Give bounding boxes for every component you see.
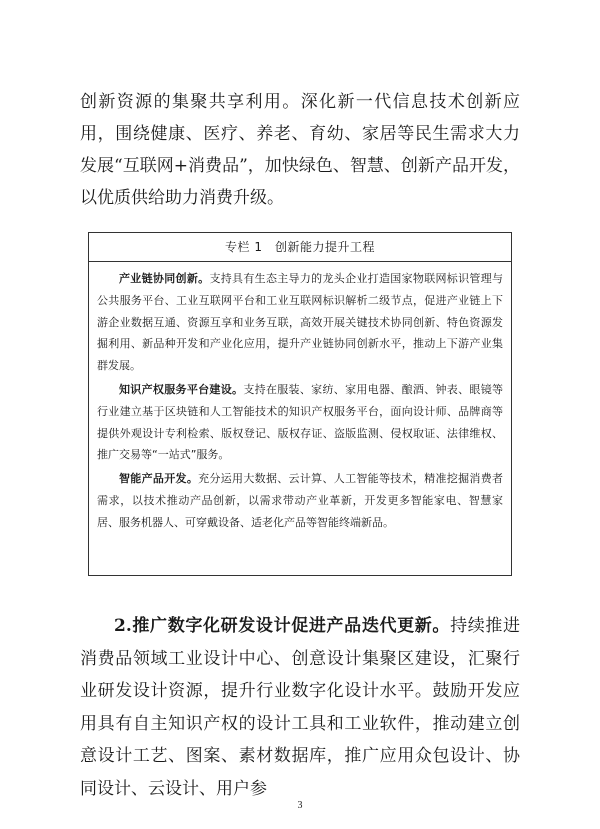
- section-heading: 2.推广数字化研发设计促进产品迭代更新。: [114, 616, 451, 636]
- box-item-smart-products: [97, 468, 503, 533]
- box-item-text: 充分运用大数据、云计算、人工智能等技术，精准挖掘消费者需求，以技术推动产品创新，以需求带动产业革新，开发更多智能家电、智慧家居、服务机器人、可穿戴设备、适老化产品等智能终端新品。: [97, 472, 504, 529]
- intro-paragraph: 创新资源的集聚共享利用。深化新一代信息技术创新应用，围绕健康、医疗、养老、育幼、家居等民生需求大力发展“互联网+消费品”，加快绿色、智慧、创新产品开发，以优质供给助力消费升级。: [80, 92, 520, 208]
- feature-box: [88, 232, 512, 576]
- box-item-lead: 智能产品开发。: [119, 472, 199, 486]
- box-item-lead: 产业链协同创新。: [119, 272, 210, 285]
- box-item-text: 支持在服装、家纺、家用电器、酿酒、钟表、眼镜等行业建立基于区块链和人工智能技术的知识产权服务平台，面向设计师、品牌商等提供外观设计专利检索、版权登记、版权存证、盗版监测、侵权取证、法律维权、推广交易等“一站式”服务。: [97, 382, 504, 462]
- section-text: 持续推进消费品领域工业设计中心、创意设计集聚区建设，汇聚行业研发设计资源，提升行业数字化设计水平。鼓励开发应用具有自主知识产权的设计工具和工业软件，推动建立创意设计工艺、图案、素材数据库，推广应用众包设计、协同设计、云设计、用户参: [80, 616, 521, 799]
- section-paragraph: [80, 610, 520, 805]
- feature-box-body: [89, 262, 511, 534]
- box-item-text: 支持具有生态主导力的龙头企业打造国家物联网标识管理与公共服务平台、工业互联网平台和工业互联网标识解析二级节点，促进产业链上下游企业数据互通、资源互享和业务互联，高效开展关键技术协同创新、特色资源发掘利用、新品种开发和产业化应用，提升产业链协同创新水平，推动上下游产业集群发展。: [97, 272, 504, 373]
- page-number: 3: [297, 800, 303, 811]
- box-item-industry-chain: [97, 268, 503, 377]
- feature-box-title: 专栏 1 创新能力提升工程: [89, 233, 511, 262]
- box-item-ip-platform: [97, 379, 503, 466]
- box-item-lead: 知识产权服务平台建设。: [119, 382, 244, 396]
